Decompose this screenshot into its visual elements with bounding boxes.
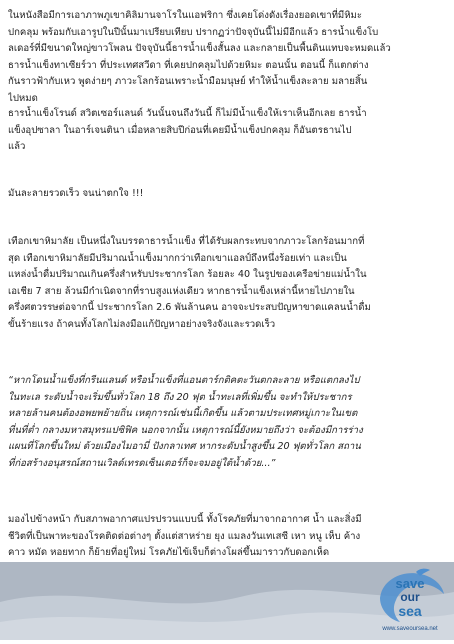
text-line: กันราวฟ้ากับเหว พูดง่ายๆ ภาวะโลกร้อนเพราะน้ำมือมนุษย์ ทำให้น้ำแข็งละลาย มลายสิ้น — [8, 76, 368, 87]
text-line: เทือกเขาหิมาลัย เป็นหนึ่งในบรรดาธารน้ำแข็ง ที่ได้รับผลกระทบจากภาวะโลกร้อนมากที่ — [8, 236, 365, 247]
text-line: แหล่งน้ำดื่มปริมาณเกินครึ่งสำหรับประชากรโลก ร้อยละ 40 ในรูปของเครือข่ายแม่น้ำใน — [8, 269, 367, 280]
text-line: ที่ก่อสร้างอนุสรณ์สถานเวิลด์เทรดเซ็นเตอร์ก็จะจมอยู่ใต้น้ำด้วย...” — [8, 457, 276, 469]
text-line: ครึ่งศตวรรษต่อจากนี้ ประชากรโลก 2.6 พันล้านคน อาจจะประสบปัญหาขาดแคลนน้ำดื่ม — [8, 302, 371, 313]
text-line: ที่นที่ต่ำ กลางมหาสมุทรแปซิฟิค นอกจากนั้น เหตุการณ์นี้ยังหมายถึงว่า จะต้องมีการร่าง — [8, 424, 363, 436]
article-paragraph — [8, 512, 446, 562]
text-line: หลายล้านคนต้องอพยพย้ายถิ่น เหตุการณ์เช่นนี้เกิดขึ้น แล้วตามประเทศหมู่เกาะในเขต — [8, 408, 358, 419]
text-line: คาว หมัด หอยทาก ก็ย้ายที่อยู่ใหม่ โรคภัยไข้เจ็บก็ต่างโผล่ขึ้นมาราวกับดอกเห็ด — [8, 547, 330, 558]
logo-word-our: our — [400, 590, 420, 604]
article-paragraph — [8, 186, 446, 203]
text-line: ธารน้ำแข็งทาเซียร์วา ที่ประเทศสวีดา ที่เคยปกคลุมไปด้วยหิมะ ตอนนั้น ตอนนี้ ก็แตกต่าง — [8, 59, 369, 71]
text-line: มองไปข้างหน้า กับสภาพอากาศแปรปรวนแบบนี้ ทั้งโรคภัยที่มาจากอากาศ น้ำ และสิ่งมี — [8, 514, 362, 525]
article-paragraph — [8, 8, 446, 107]
text-line: ในทะเล ระดับน้ำจะเริ่มขึ้นทั่วโลก 18 ถึง 20 ฟุต น้ำทะเลที่เพิ่มขึ้น จะทำให้ประชากร — [8, 391, 352, 403]
article-quote — [8, 373, 446, 472]
text-line: ขั้นร้ายแรง ถ้าคนทั้งโลกไม่ลงมือแก้ปัญหาอย่างจริงจังและรวดเร็ว — [8, 318, 276, 330]
logo-word-sea: sea — [398, 603, 422, 619]
text-line: มันละลายรวดเร็ว จนน่าตกใจ !!! — [8, 188, 144, 199]
text-line: แผนที่โลกขึ้นใหม่ ด้วยเมืองไมอามี่ ปังกลาเทศ หากระดับน้ำสูงขึ้น 20 ฟุตทั่วโลก สถาน — [8, 441, 361, 452]
text-line: ชีวิตที่เป็นพาหะของโรคติดต่อต่างๆ ตั้งแต่สาหร่าย ยุง แมลงวันเทเสซี เหา หนู เห็บ ค้าง — [8, 530, 361, 542]
text-line: สุด เทือกเขาหิมาลัยมีปริมาณน้ำแข็งมากกว่าเทือกเขาแอลป์ถึงหนึ่งร้อยเท่า และเป็น — [8, 252, 347, 264]
text-line: ในหนังสือมีการเอาภาพภูเขาคิลิมานจาโรในแอฟริกา ซึ่งเคยโด่งดังเรื่องยอดเขาที่มีหิมะ — [8, 10, 363, 21]
text-line: แล้ว — [8, 141, 26, 152]
logo-url[interactable]: www.saveoursea.net — [382, 626, 438, 632]
saveoursea-logo[interactable] — [372, 566, 448, 636]
text-line: ธารน้ำแข็งโรนด์ สวิตเซอร์แลนด์ วันนั้นจนถึงวันนี้ ก็ไม่มีน้ำแข็งให้เราเห็นอีกเลย ธารน้ำ — [8, 108, 367, 119]
text-line: เอเชีย 7 สาย ล้วนมีกำเนิดจากที่ราบสูงแห่งเดียว หากธารน้ำแข็งเหล่านี้หายไปภายใน — [8, 285, 355, 297]
text-line: ไปหมด — [8, 92, 38, 104]
text-line: “หากโดนน้ำแข็งที่กรีนแลนด์ หรือน้ำแข็งที่แอนตาร์กติคตะวันตกละลาย หรือแตกลงไป — [8, 375, 360, 386]
text-line: ปกคลุม พร้อมกับเอารูปในปีนั้นมาเปรียบเทียบ ปรากฏว่าปัจจุบันนี้ไม่มีอีกแล้ว ธารน้ำแข็งโบ — [8, 26, 379, 38]
text-line: แข็งอุปซาลา ในอาร์เจนตินา เมื่อหลายสิบปีก่อนที่เคยมีน้ำแข็งปกคลุม ก็อันตรธานไป — [8, 124, 352, 136]
article-paragraph — [8, 106, 446, 156]
article-paragraph — [8, 234, 446, 333]
logo-word-save: save — [395, 576, 425, 591]
text-line: ลเดอร์ที่มีขนาดใหญ่ขาวโพลน ปัจจุบันนี้ธารน้ำแข็งสั้นลง และกลายเป็นพื้นดินแทบจะหมดแล้ว — [8, 43, 391, 54]
